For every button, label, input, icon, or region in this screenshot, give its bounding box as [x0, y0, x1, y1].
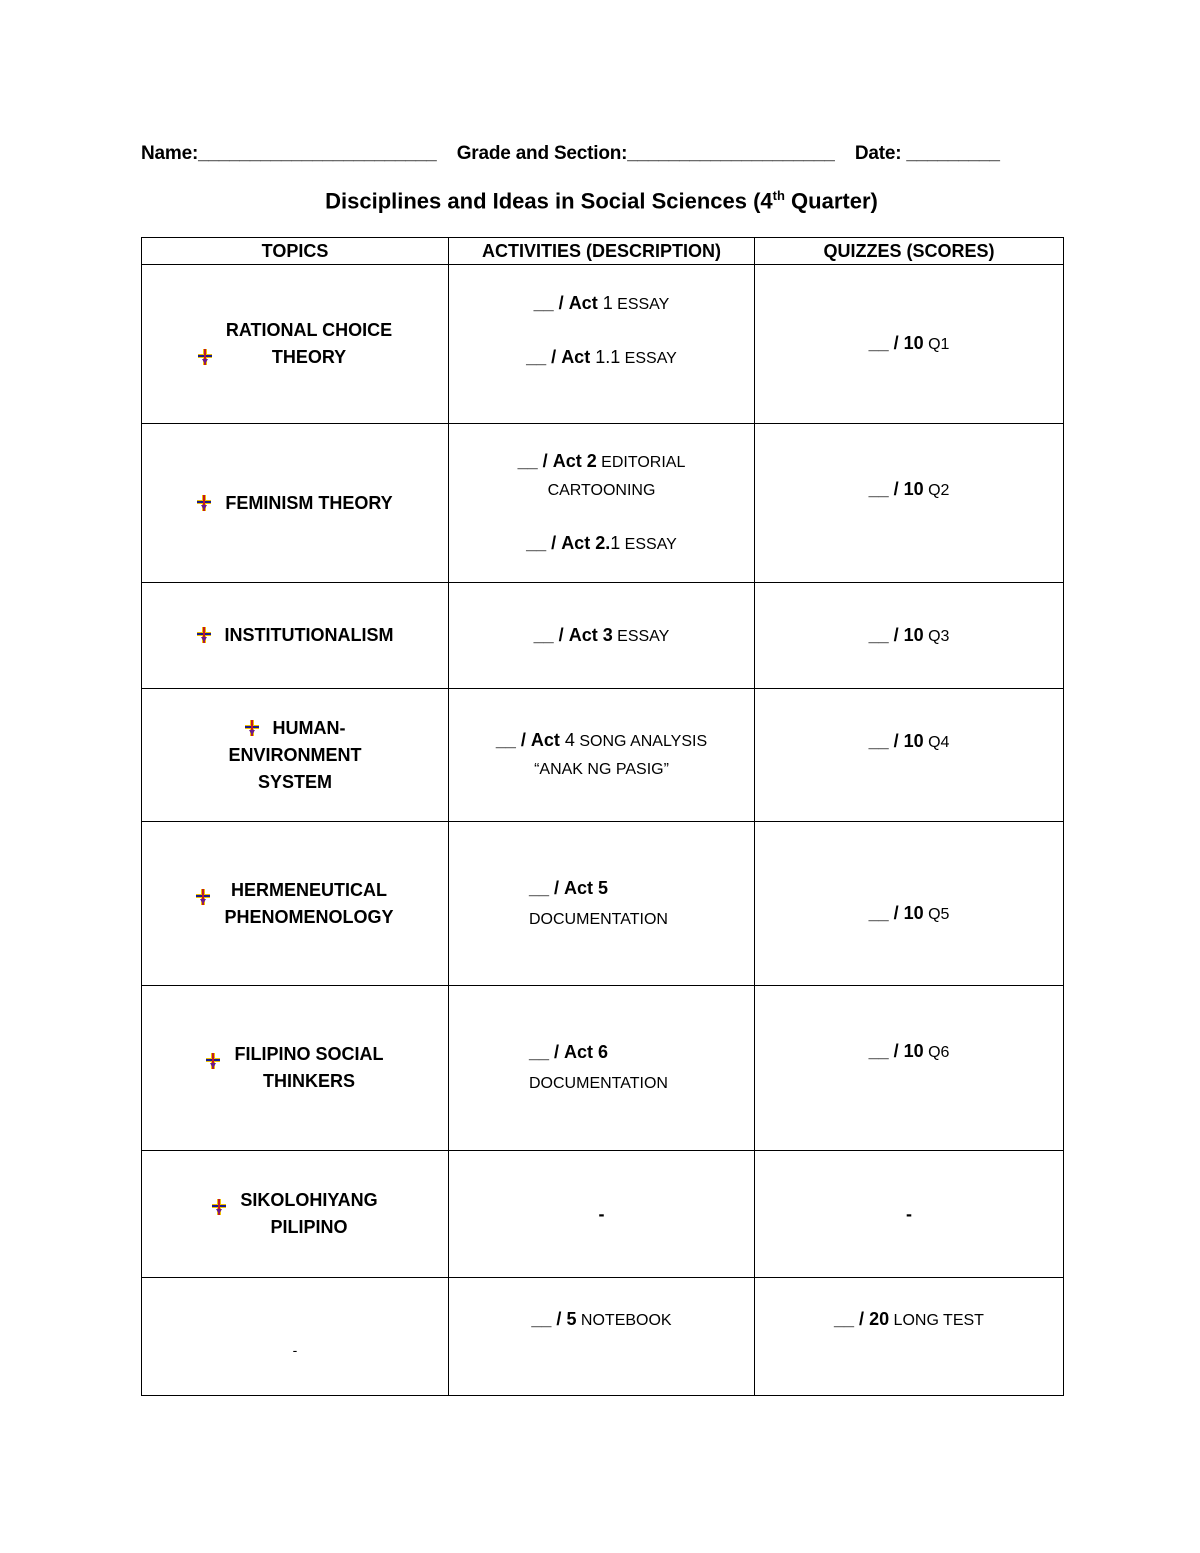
activity-cell [449, 689, 755, 822]
quiz-cell [755, 1278, 1064, 1396]
score-blank[interactable]: __ / [868, 333, 899, 353]
topic-text: FILIPINO SOCIAL [234, 1044, 384, 1064]
activity-cell [449, 986, 755, 1151]
activity-cell [449, 424, 755, 583]
activity-description: ESSAY [612, 296, 670, 313]
topic-cell [142, 1151, 449, 1278]
activity-description: SONG ANALYSIS [574, 733, 708, 750]
activity-code: Act 2. [561, 533, 611, 553]
arrow-bullet-icon [197, 627, 211, 643]
score-blank[interactable]: __ / [533, 293, 564, 313]
notebook-total: 5 [566, 1309, 577, 1329]
grades-table [141, 237, 1064, 1396]
empty-topic-dash: - [292, 1341, 298, 1358]
activity-cell [449, 1278, 755, 1396]
topic-text: PILIPINO [270, 1217, 348, 1237]
quiz-cell [755, 424, 1064, 583]
table-row [142, 1151, 1064, 1278]
score-blank[interactable]: __ / [529, 877, 560, 898]
activity-description: NOTEBOOK [576, 1312, 672, 1329]
arrow-bullet-icon [197, 495, 211, 511]
arrow-bullet-icon [198, 349, 212, 365]
table-row [142, 265, 1064, 424]
activity-code: Act 5 [564, 877, 609, 898]
topic-text: THINKERS [262, 1071, 355, 1091]
activity-description: CARTOONING [547, 482, 656, 499]
topic-cell [142, 822, 449, 986]
quiz-cell [755, 265, 1064, 424]
quiz-total: 10 [903, 731, 924, 751]
empty-quiz-dash: - [906, 1203, 912, 1224]
score-blank[interactable]: __ / [868, 731, 899, 751]
topic-cell [142, 1278, 449, 1396]
column-header-topics: TOPICS [142, 238, 449, 265]
quiz-cell [755, 986, 1064, 1151]
quiz-label: LONG TEST [889, 1312, 984, 1329]
activity-cell [449, 1151, 755, 1278]
activity-number: 1.1 [590, 347, 621, 367]
quiz-label: Q6 [923, 1044, 950, 1061]
table-row [142, 1278, 1064, 1396]
score-blank[interactable]: __ / [495, 730, 526, 750]
empty-activity-dash: - [598, 1203, 605, 1224]
score-blank[interactable]: __ / [526, 533, 557, 553]
activity-cell [449, 583, 755, 689]
quiz-cell [755, 822, 1064, 986]
score-blank[interactable]: __ / [868, 624, 899, 645]
arrow-bullet-icon [212, 1199, 226, 1215]
form-header [141, 143, 1062, 165]
table-row [142, 689, 1064, 822]
quiz-cell [755, 1151, 1064, 1278]
score-blank[interactable]: __ / [868, 479, 899, 499]
activity-code: Act 2 [552, 451, 597, 471]
activity-cell [449, 265, 755, 424]
name-field-label[interactable]: Name:_______________________ [141, 143, 437, 164]
topic-text: INSTITUTIONALISM [224, 625, 394, 645]
activity-code: Act 3 [568, 624, 613, 645]
title-end: Quarter) [784, 188, 878, 214]
quiz-total: 10 [903, 333, 924, 353]
topic-text: SYSTEM [257, 771, 332, 792]
score-blank[interactable]: __ / [526, 347, 557, 367]
score-blank[interactable]: __ / [517, 451, 548, 471]
title-main: Disciplines and Ideas in Social Sciences (4 [325, 188, 773, 214]
topic-cell [142, 986, 449, 1151]
score-blank[interactable]: __ / [529, 1042, 560, 1062]
quiz-total: 10 [903, 624, 924, 645]
score-blank[interactable]: __ / [533, 624, 564, 645]
activity-description: ESSAY [620, 350, 677, 367]
activity-number: 1 [597, 293, 613, 313]
topic-text: HERMENEUTICAL [230, 879, 387, 900]
column-header-quizzes: QUIZZES (SCORES) [755, 238, 1064, 265]
topic-text: RATIONAL CHOICE [225, 320, 393, 340]
activity-description: DOCUMENTATION [529, 910, 668, 928]
topic-cell [142, 424, 449, 583]
quiz-label: Q3 [923, 627, 950, 645]
table-row [142, 986, 1064, 1151]
quiz-total: 10 [903, 479, 924, 499]
score-blank[interactable]: __ / [868, 902, 899, 923]
activity-code: Act 6 [564, 1042, 609, 1062]
quiz-cell [755, 689, 1064, 822]
quiz-label: Q4 [923, 734, 950, 751]
activity-code: Act [530, 730, 560, 750]
date-field-label[interactable]: Date: _________ [854, 143, 1000, 164]
score-blank[interactable]: __ / [868, 1041, 899, 1061]
activity-code: Act [568, 293, 598, 313]
topic-text: FEMINISM THEORY [225, 492, 393, 513]
activity-description: “ANAK NG PASIG” [534, 761, 669, 778]
quiz-label: Q5 [923, 905, 950, 923]
quiz-label: Q2 [923, 482, 950, 499]
activity-number: 1 [610, 533, 621, 553]
activity-cell [449, 822, 755, 986]
quiz-total: 20 [869, 1309, 890, 1329]
activity-code: Act [561, 347, 591, 367]
activity-description: ESSAY [612, 627, 670, 645]
topic-cell [142, 689, 449, 822]
activity-number: 4 [559, 730, 575, 750]
quiz-total: 10 [903, 902, 924, 923]
quiz-total: 10 [903, 1041, 924, 1061]
topic-cell [142, 265, 449, 424]
table-row [142, 583, 1064, 689]
activity-description: EDITORIAL [596, 454, 686, 471]
page-title [141, 188, 1062, 214]
quiz-cell [755, 583, 1064, 689]
arrow-bullet-icon [245, 720, 259, 736]
title-superscript: th [772, 188, 785, 203]
activity-description: DOCUMENTATION [529, 1075, 668, 1092]
score-blank[interactable]: __ / [531, 1309, 562, 1329]
arrow-bullet-icon [206, 1053, 220, 1069]
topic-cell [142, 583, 449, 689]
table-row [142, 822, 1064, 986]
topic-text: THEORY [271, 347, 347, 367]
grade-section-field-label[interactable]: Grade and Section:____________________ [456, 143, 835, 164]
table-row [142, 424, 1064, 583]
table-header-row [142, 238, 1064, 265]
column-header-activities: ACTIVITIES (DESCRIPTION) [449, 238, 755, 265]
topic-text: HUMAN- [272, 717, 346, 738]
score-blank[interactable]: __ / [834, 1309, 865, 1329]
quiz-label: Q1 [923, 336, 950, 353]
activity-description: ESSAY [620, 536, 677, 553]
arrow-bullet-icon [196, 889, 210, 905]
topic-text: PHENOMENOLOGY [224, 906, 394, 927]
topic-text: ENVIRONMENT [228, 744, 362, 765]
topic-text: SIKOLOHIYANG [240, 1190, 378, 1210]
